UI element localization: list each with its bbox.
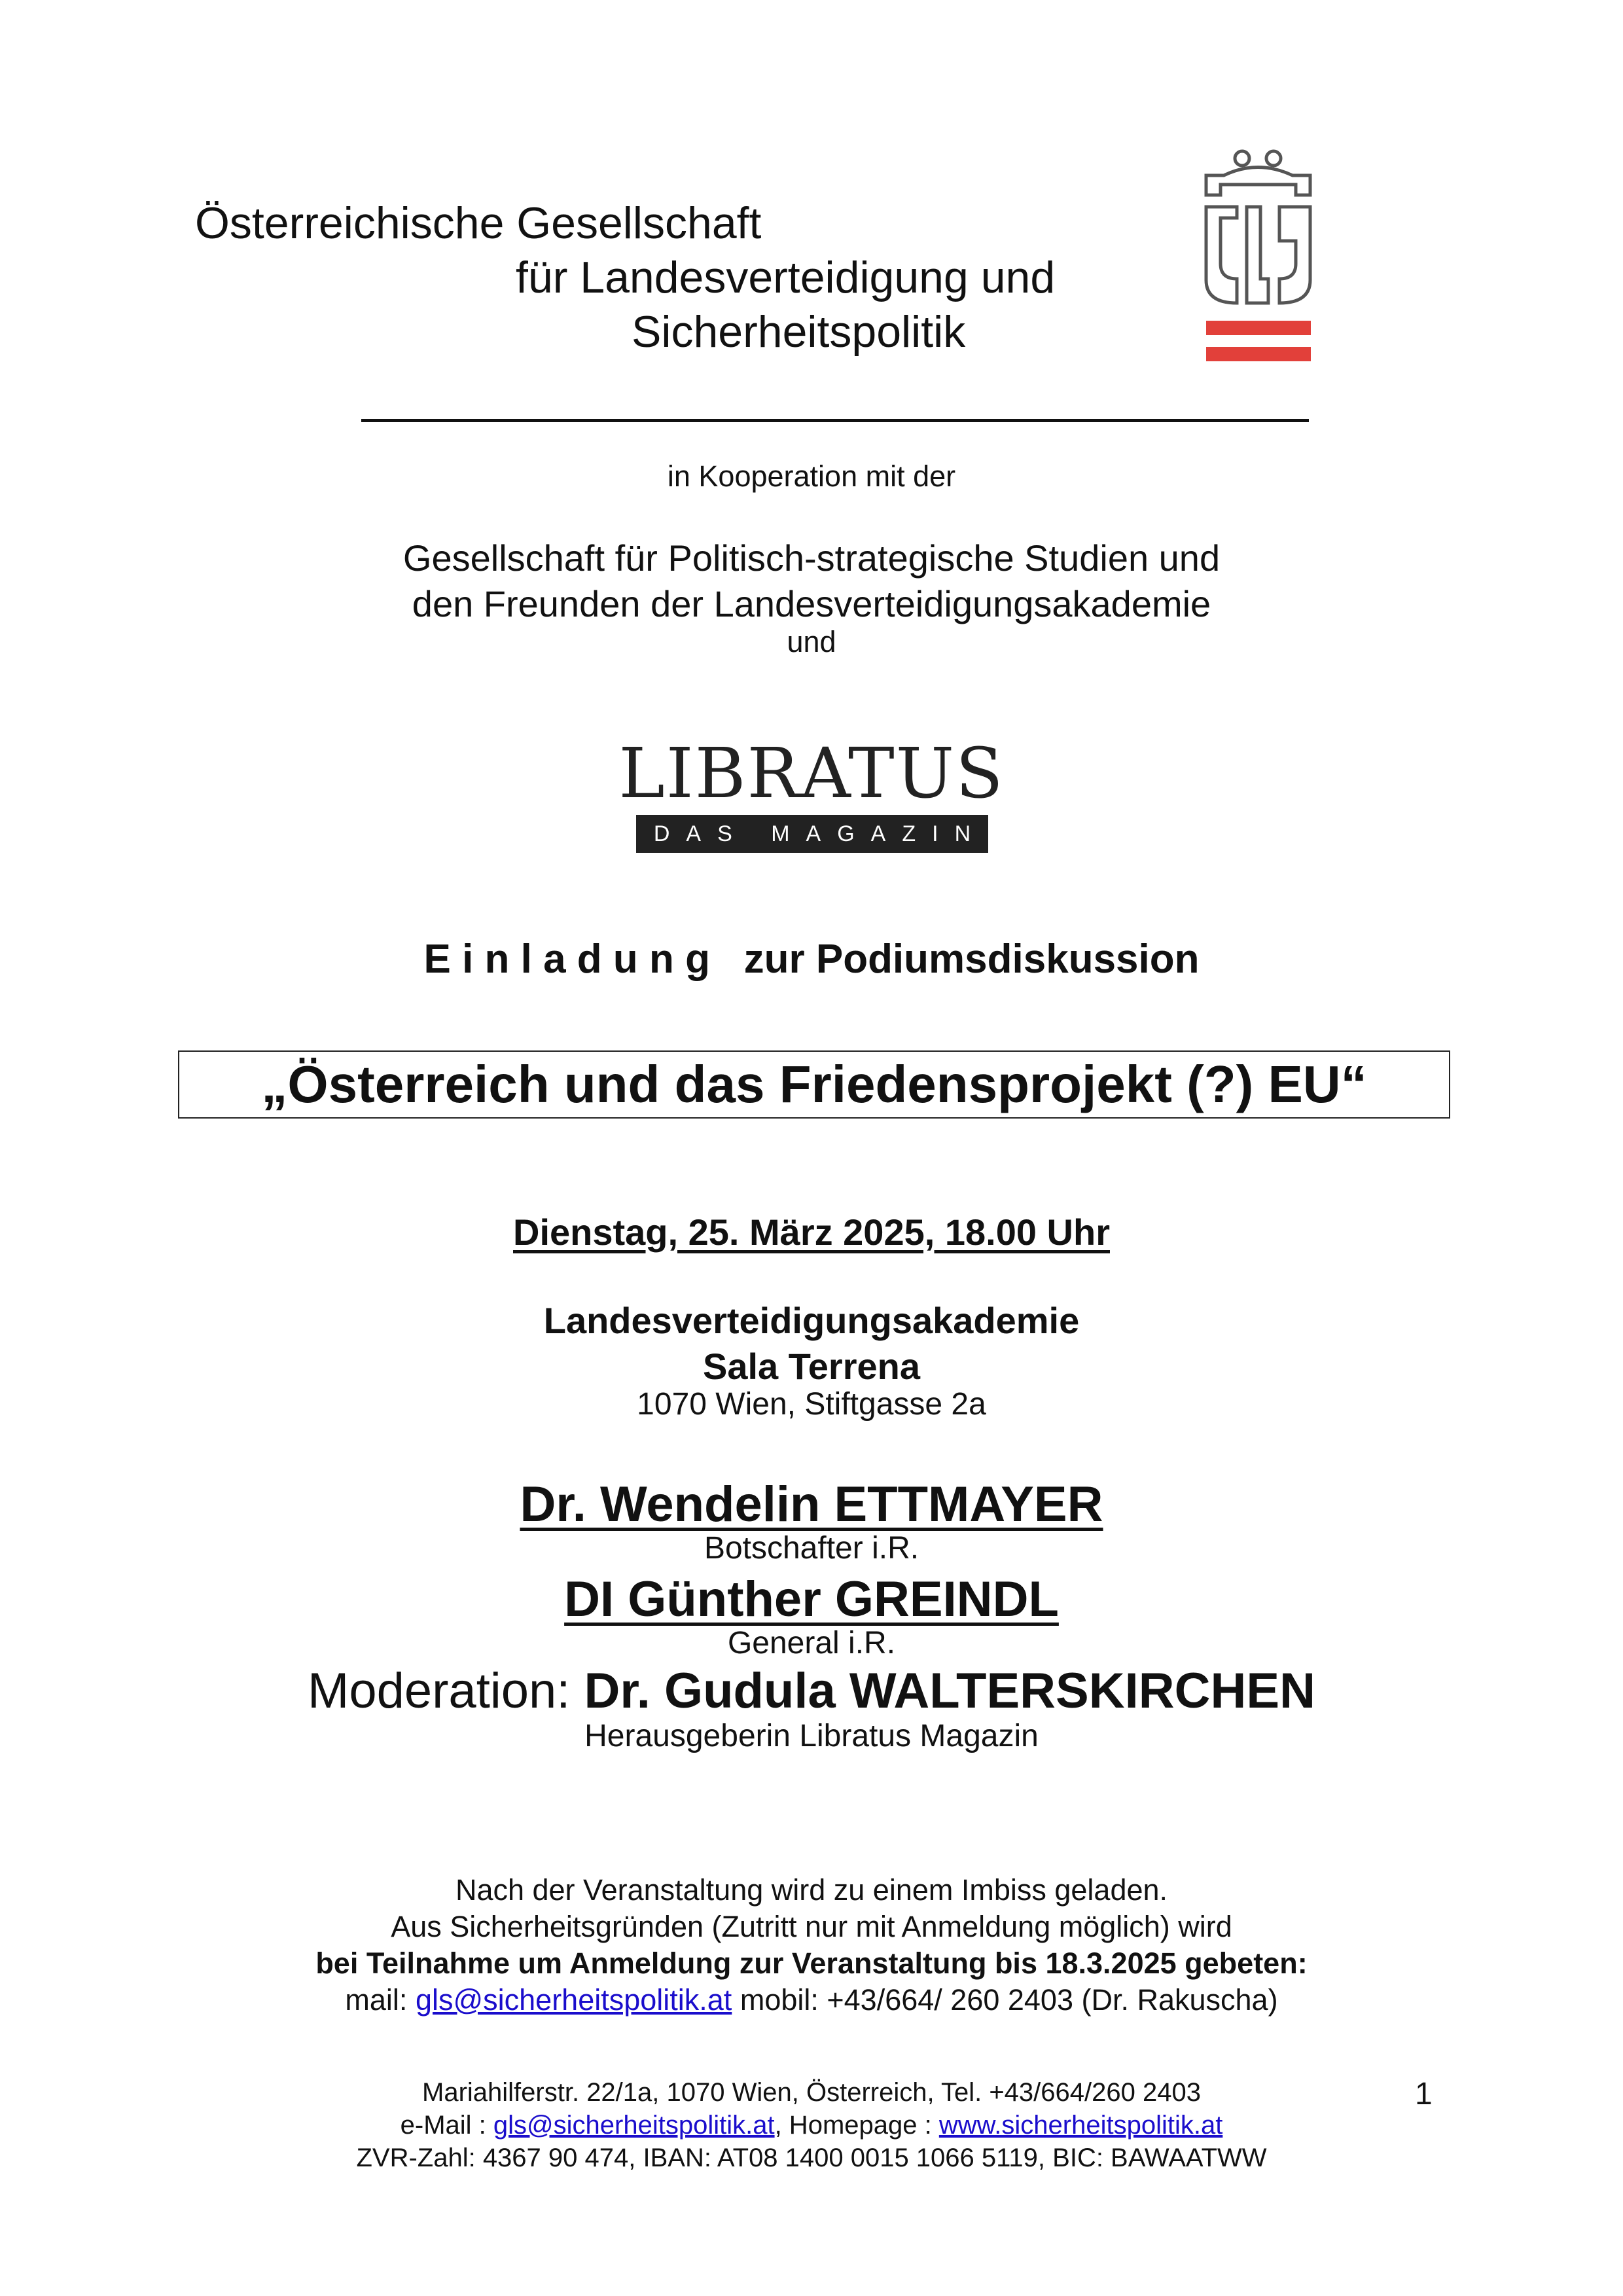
- footer-homepage-label: , Homepage :: [774, 2111, 939, 2140]
- speaker-2-name: DI Günther GREINDL: [564, 1571, 1059, 1627]
- gls-logo-icon: [1198, 149, 1319, 372]
- header-divider: [361, 419, 1309, 422]
- mobile-text: mobil: +43/664/ 260 2403 (Dr. Rakuscha): [732, 1983, 1278, 2017]
- partner-organisations: [0, 535, 1623, 627]
- venue-address: 1070 Wien, Stiftgasse 2a: [637, 1387, 986, 1422]
- venue-name: Landesverteidigungsakademie: [543, 1300, 1080, 1341]
- libratus-logo-subtitle: DAS MAGAZIN: [636, 815, 988, 853]
- org-name-line-2: für Landesverteidigung und: [516, 253, 1056, 302]
- footer-email-link[interactable]: gls@sicherheitspolitik.at: [493, 2111, 775, 2140]
- partner-line-1: Gesellschaft für Politisch-strategische Studien und: [402, 537, 1221, 579]
- invitation-label: E i n l a d u n g zur Podiumsdiskussion: [423, 937, 1200, 982]
- footer-homepage-link[interactable]: www.sicherheitspolitik.at: [938, 2111, 1223, 2140]
- info-line-2: Aus Sicherheitsgründen (Zutritt nur mit Anmeldung möglich) wird: [391, 1910, 1232, 1943]
- venue-room: Sala Terrena: [702, 1346, 921, 1387]
- and-text: und: [787, 625, 836, 658]
- info-line-1: Nach der Veranstaltung wird zu einem Imbiss geladen.: [455, 1873, 1168, 1907]
- footer-contact: [0, 2109, 1623, 2142]
- moderator-name: Dr. Gudula WALTERSKIRCHEN: [584, 1663, 1315, 1719]
- footer-email-label: e-Mail :: [400, 2111, 493, 2140]
- contact-line: [0, 1982, 1623, 2018]
- mail-label: mail:: [345, 1983, 416, 2017]
- moderation-label: Moderation:: [308, 1663, 584, 1719]
- page-number: 1: [1415, 2077, 1433, 2111]
- libratus-logo-text: LIBRATUS: [618, 733, 1005, 814]
- mail-link[interactable]: gls@sicherheitspolitik.at: [415, 1983, 732, 2017]
- cooperation-intro: in Kooperation mit der: [667, 459, 956, 493]
- speaker-2-role: General i.R.: [727, 1626, 896, 1660]
- org-name-line-1: Österreichische Gesellschaft: [195, 198, 762, 248]
- moderation: [0, 1662, 1623, 1719]
- moderator-role: Herausgeberin Libratus Magazin: [584, 1719, 1039, 1753]
- footer-bank-details: ZVR-Zahl: 4367 90 474, IBAN: AT08 1400 0015 1066 5119, BIC: BAWAATWW: [356, 2144, 1267, 2172]
- footer-address: Mariahilferstr. 22/1a, 1070 Wien, Österreich, Tel. +43/664/260 2403: [422, 2078, 1201, 2107]
- speaker-1-role: Botschafter i.R.: [704, 1531, 919, 1566]
- partner-line-2: den Freunden der Landesverteidigungsakademie: [412, 583, 1211, 624]
- org-name-line-3: Sicherheitspolitik: [632, 307, 966, 357]
- info-line-3: bei Teilnahme um Anmeldung zur Veranstaltung bis 18.3.2025 gebeten:: [315, 1946, 1308, 1980]
- event-date: Dienstag, 25. März 2025, 18.00 Uhr: [513, 1211, 1110, 1253]
- speaker-1-name: Dr. Wendelin ETTMAYER: [520, 1477, 1103, 1532]
- event-title: „Österreich und das Friedensprojekt (?) EU“: [178, 1050, 1450, 1119]
